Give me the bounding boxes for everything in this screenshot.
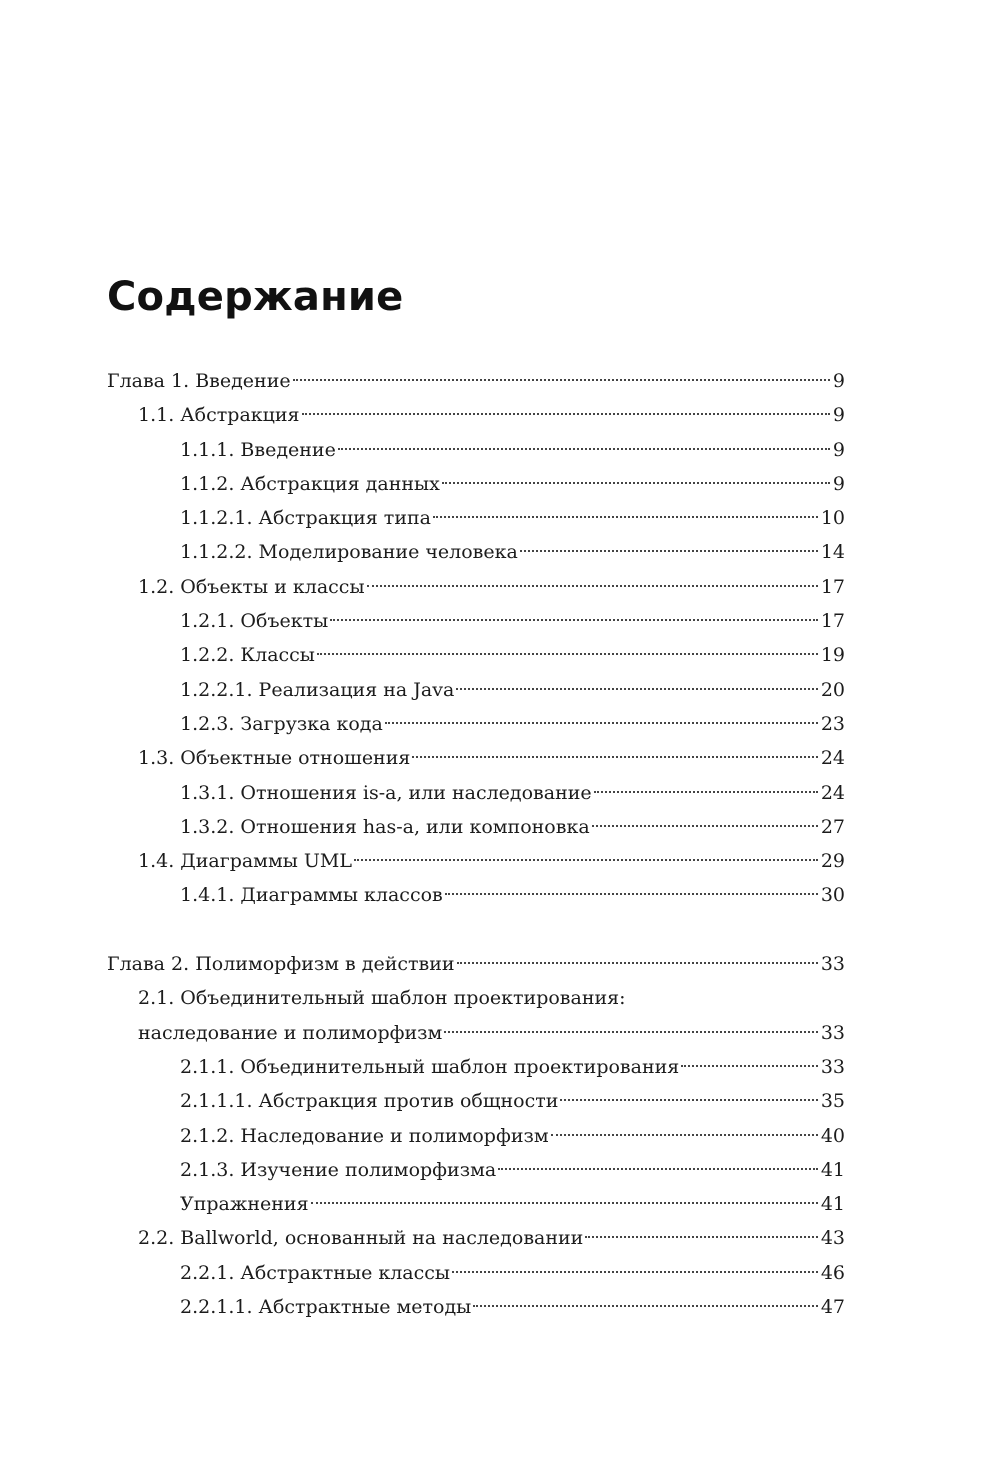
toc-entry-title: 1.2. Объекты и классы [138,575,365,598]
toc-entry-title: 1.4.1. Диаграммы классов [180,884,443,907]
toc-entry-title: Глава 1. Введение [107,370,291,392]
toc-entry-2-2-1-1[interactable] [107,1290,845,1324]
dot-leader [330,619,818,621]
toc-entry-page: 9 [832,438,845,461]
toc-entry-2-1-1-1[interactable] [107,1084,845,1118]
dot-leader [367,585,818,587]
toc-entry-1-3-2[interactable] [107,810,845,844]
toc-entry-chapter-2[interactable] [107,947,845,981]
dot-leader [551,1134,818,1136]
toc-entry-title: 1.2.3. Загрузка кода [180,712,383,735]
toc-entry-title: 1.2.2. Классы [180,644,315,667]
toc-entry-page: 9 [832,404,845,427]
table-of-contents [107,364,845,1324]
toc-entry-page: 47 [820,1296,845,1319]
toc-entry-title: 2.1. Объединительный шаблон проектирования: [138,987,626,1010]
toc-entry-title: 1.1.2. Абстракция данных [180,472,440,495]
toc-entry-chapter-1[interactable] [107,364,845,398]
toc-entry-title: 1.1.1. Введение [180,438,336,461]
toc-entry-page: 24 [820,747,845,770]
toc-entry-page: 14 [820,541,845,564]
toc-entry-1-3-1[interactable] [107,776,845,810]
toc-entry-title: 1.3.2. Отношения has-a, или компоновка [180,815,590,838]
dot-leader [473,1305,818,1307]
toc-entry-1-1-2-2[interactable] [107,535,845,569]
dot-leader [412,756,817,758]
dot-leader [560,1099,817,1101]
dot-leader [498,1168,818,1170]
dot-leader [302,413,830,415]
toc-entry-title: 2.2.1. Абстрактные классы [180,1261,451,1284]
toc-entry-1-2[interactable] [107,570,845,604]
toc-entry-page: 10 [820,507,845,530]
toc-entry-1-2-1[interactable] [107,604,845,638]
toc-entry-2-1-2[interactable] [107,1119,845,1153]
toc-entry-title: 1.3. Объектные отношения [138,747,411,770]
toc-entry-2-2-1[interactable] [107,1256,845,1290]
dot-leader [338,448,830,450]
toc-entry-page: 27 [820,815,845,838]
toc-entry-2-1[interactable] [107,1016,845,1050]
toc-entry-page: 17 [820,575,845,598]
toc-entry-page: 33 [820,953,845,976]
toc-entry-title: 1.3.1. Отношения is-a, или наследование [180,781,592,804]
toc-entry-page: 9 [832,370,845,392]
toc-entry-1-1[interactable] [107,398,845,432]
toc-entry-page: 33 [820,1021,845,1044]
toc-entry-1-4[interactable] [107,844,845,878]
dot-leader [456,688,818,690]
toc-entry-2-1-title-line[interactable] [107,981,845,1015]
toc-entry-title: 1.4. Диаграммы UML [138,850,352,873]
toc-entry-page: 9 [832,472,845,495]
toc-entry-1-2-3[interactable] [107,707,845,741]
toc-entry-title: 1.1.2.2. Моделирование человека [180,541,518,564]
toc-entry-title: 2.1.1. Объединительный шаблон проектирования [180,1055,680,1078]
dot-leader [681,1065,818,1067]
toc-entry-page: 43 [820,1227,845,1250]
toc-entry-page: 24 [820,781,845,804]
toc-entry-2-1-1[interactable] [107,1050,845,1084]
toc-entry-exercises[interactable] [107,1187,845,1221]
dot-leader [311,1202,818,1204]
toc-entry-title: 2.1.2. Наследование и полиморфизм [180,1124,549,1147]
toc-entry-title-continuation: наследование и полиморфизм [138,1021,443,1044]
toc-entry-page: 23 [820,712,845,735]
toc-entry-title: 2.2.1.1. Абстрактные методы [180,1296,472,1319]
page-title: Содержание [107,274,404,320]
toc-entry-title: Упражнения [180,1193,309,1216]
toc-entry-page: 17 [820,610,845,633]
toc-entry-page: 33 [820,1055,845,1078]
toc-entry-1-1-2[interactable] [107,467,845,501]
toc-entry-title: 2.2. Ballworld, основанный на наследовании [138,1227,584,1250]
toc-entry-page: 46 [820,1261,845,1284]
dot-leader [452,1271,818,1273]
toc-entry-page: 41 [820,1193,845,1216]
dot-leader [317,653,818,655]
toc-entry-title: 1.2.2.1. Реализация на Java [180,678,455,701]
toc-entry-page: 29 [820,850,845,873]
dot-leader [442,482,830,484]
dot-leader [433,516,818,518]
toc-entry-title: 1.1. Абстракция [138,404,300,427]
chapter-spacer [107,913,845,947]
dot-leader [444,1031,817,1033]
dot-leader [354,859,818,861]
dot-leader [293,379,830,381]
toc-entry-1-3[interactable] [107,741,845,775]
dot-leader [585,1236,817,1238]
toc-entry-page: 19 [820,644,845,667]
toc-entry-page: 41 [820,1158,845,1181]
toc-entry-1-2-2-1[interactable] [107,673,845,707]
dot-leader [520,550,818,552]
dot-leader [594,791,818,793]
toc-entry-title: 2.1.1.1. Абстракция против общности [180,1090,559,1113]
dot-leader [592,825,818,827]
toc-entry-page: 20 [820,678,845,701]
dot-leader [457,962,818,964]
toc-entry-1-4-1[interactable] [107,878,845,912]
toc-entry-title: Глава 2. Полиморфизм в действии [107,953,455,976]
dot-leader [445,893,818,895]
toc-entry-1-1-2-1[interactable] [107,501,845,535]
toc-entry-1-1-1[interactable] [107,433,845,467]
toc-entry-page: 30 [820,884,845,907]
toc-entry-title: 1.1.2.1. Абстракция типа [180,507,431,530]
toc-entry-2-2[interactable] [107,1221,845,1255]
toc-entry-title: 2.1.3. Изучение полиморфизма [180,1158,497,1181]
toc-entry-title: 1.2.1. Объекты [180,610,329,633]
toc-entry-page: 35 [820,1090,845,1113]
toc-entry-2-1-3[interactable] [107,1153,845,1187]
toc-entry-page: 40 [820,1124,845,1147]
toc-entry-1-2-2[interactable] [107,638,845,672]
dot-leader [385,722,818,724]
